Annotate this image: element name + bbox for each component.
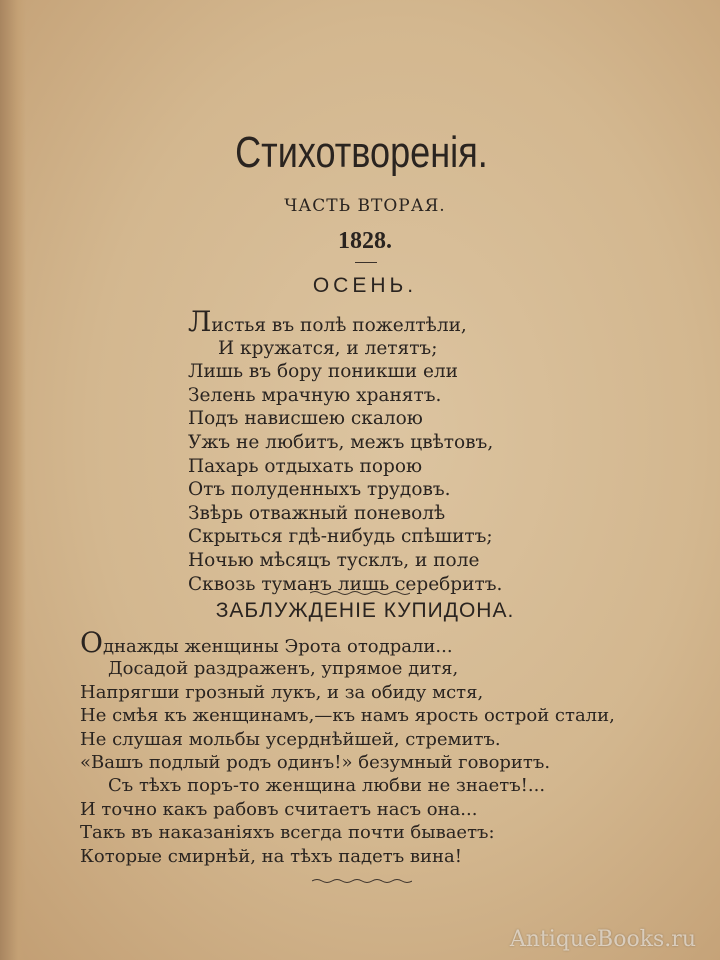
poem-line: Съ тѣхъ поръ-то женщина любви не знаетъ!... (108, 775, 546, 797)
page-gutter (0, 0, 26, 960)
divider-rule (355, 262, 377, 263)
poem-line: «Вашъ подлый родъ одинъ!» безумный говоритъ. (80, 751, 551, 773)
poem-line (188, 305, 502, 338)
poem-heading-cupid: ЗАБЛУЖДЕНІЕ КУПИДОНА. (215, 599, 515, 622)
drop-cap: О (80, 626, 103, 659)
poem-line: Которые смирнѣй, на тѣхъ падетъ вина! (80, 845, 462, 867)
wavy-ornament (310, 590, 410, 596)
poem-line: Напрягши грозный лукъ, и за обиду мстя, (80, 681, 484, 703)
poem-line: Не слушая мольбы усерднѣйшей, стремитъ. (80, 728, 501, 750)
part-label: ЧАСТЬ ВТОРАЯ. (284, 196, 446, 216)
poem-heading-autumn: ОСЕНЬ. (312, 274, 418, 297)
poem-cupid (80, 626, 615, 868)
poem-line: Звѣрь отважный поневолѣ (188, 502, 446, 524)
poem-line-text: истья въ полѣ пожелтѣли, (211, 315, 467, 336)
poem-line: Ночью мѣсяцъ тусклъ, и поле (188, 549, 480, 571)
wavy-ornament (312, 878, 412, 884)
poem-line: Подъ нависшею скалою (188, 408, 423, 430)
poem-line: Такъ въ наказаніяхъ всегда почти бываетъ: (80, 822, 495, 844)
poem-line: Не смѣя къ женщинамъ,—къ намъ ярость острой стали, (80, 705, 615, 727)
poem-line: Скрыться гдѣ-нибудь спѣшитъ; (188, 526, 493, 548)
poem-line: И точно какъ рабовъ считаетъ насъ она... (80, 798, 478, 820)
poem-line: Зелень мрачную хранятъ. (188, 384, 442, 406)
poem-line: Пахарь отдыхать порою (188, 455, 423, 477)
poem-line-text: днажды женщины Эрота отодрали... (102, 636, 453, 657)
poem-line: Лишь въ бору поникши ели (188, 361, 459, 383)
page-title: Стихотворенія. (235, 128, 488, 177)
poem-line: Сквозь туманъ лишь серебритъ. (188, 573, 503, 595)
year-label: 1828. (338, 228, 392, 254)
poem-line: Ужъ не любитъ, межъ цвѣтовъ, (188, 431, 494, 453)
poem-autumn (188, 305, 503, 596)
poem-line: Отъ полуденныхъ трудовъ. (188, 479, 451, 501)
watermark: AntiqueBooks.ru (509, 927, 696, 952)
poem-line: И кружатся, и летятъ; (218, 337, 438, 359)
drop-cap: Л (188, 305, 212, 338)
poem-line: Досадой раздраженъ, упрямое дитя, (108, 658, 459, 680)
poem-line (80, 626, 615, 659)
